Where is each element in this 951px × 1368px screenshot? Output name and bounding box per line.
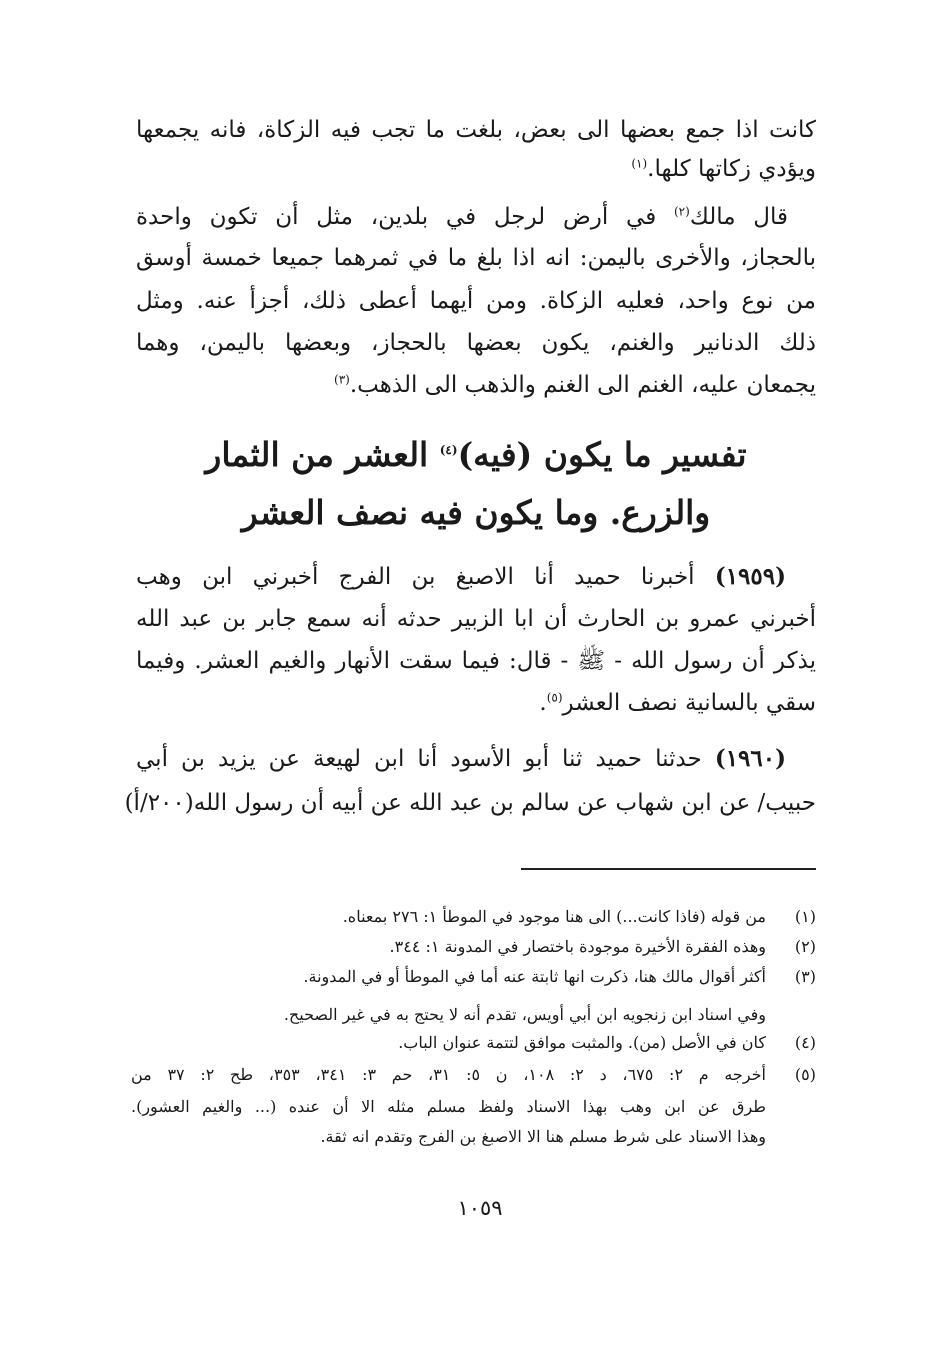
footnote-number: (١): [794, 907, 816, 926]
footnote-text: وهذه الفقرة الأخيرة موجودة باختصار في المدونة ١: ٣٤٤.: [389, 937, 766, 956]
heading-text: تفسير ما يكون (فيه): [457, 435, 747, 474]
footnote-5: [0, 1064, 951, 1086]
footnote-5-cont: [0, 1096, 951, 1118]
body-text: يجمعان عليه، الغنم الى الغنم والذهب الى الذهب.: [349, 372, 816, 398]
chapter-heading-line1: [196, 432, 756, 478]
hadith-number: (١٩٦٠): [714, 745, 787, 772]
footnote-number: (٤): [794, 1033, 816, 1052]
body-line: [136, 200, 816, 234]
hadith-1959-line: أخبرني عمرو بن الحارث أن ابا الزبير حدثه أنه سمع جابر بن عبد الله: [136, 606, 816, 632]
footnote-number: (٥): [794, 1065, 816, 1084]
footnote-text: من قوله (فاذا كانت...) الى هنا موجود في الموطأ ١: ٢٧٦ بمعناه.: [342, 907, 766, 926]
footnote-text: طرق عن ابن وهب بهذا الاسناد ولفظ مسلم مثله الا أن عنده (... والغيم العشور).: [131, 1097, 766, 1116]
body-line: بالحجاز، والأخرى باليمن: انه اذا بلغ ما في ثمرهما جميعا خمسة أوسق: [136, 245, 816, 271]
footnote-number: (٢): [794, 937, 816, 956]
hadith-1960-line: [136, 742, 816, 776]
footnote-text: أكثر أقوال مالك هنا، ذكرت انها ثابتة عنه أما في الموطأ أو في المدونة.: [303, 967, 766, 986]
chapter-heading-line2: والزرع. وما يكون فيه نصف العشر: [241, 493, 711, 532]
footnote-text: أخرجه م ٢: ٦٧٥، د ٢: ١٠٨، ن ٥: ٣١، حم ٣: ٣٤١، ٣٥٣، طح ٢: ٣٧ من: [131, 1065, 766, 1084]
hadith-1959-line: [136, 560, 816, 594]
body-line: كانت اذا جمع بعضها الى بعض، بلغت ما تجب فيه الزكاة، فانه يجمعها: [136, 117, 816, 143]
body-text: ويؤدي زكاتها كلها.: [647, 156, 816, 182]
page-number: ١٠٥٩: [457, 1196, 503, 1220]
body-line: ذلك الدنانير والغنم، يكون بعضها بالحجاز، وبعضها باليمن، وهما: [136, 330, 816, 356]
footnote-1: [0, 906, 951, 928]
body-text: سقي بالسانية نصف العشر: [562, 690, 816, 716]
body-text: قال مالك: [689, 204, 789, 230]
body-line: [136, 368, 816, 402]
footnote-number: (٣): [794, 967, 816, 986]
footnote-ref: (٢): [673, 204, 690, 219]
footnote-text: وفي اسناد ابن زنجويه ابن أبي أويس، تقدم أنه لا يحتج به في غير الصحيح.: [283, 1005, 766, 1024]
body-text: في أرض لرجل في بلدين، مثل أن تكون واحدة: [136, 204, 657, 230]
footnote-text: وهذا الاسناد على شرط مسلم هنا الا الاصبغ بن الفرج وتقدم انه ثقة.: [320, 1127, 766, 1146]
footnote-3: [0, 966, 951, 988]
body-line: [136, 152, 816, 186]
body-line: من نوع واحد، فعليه الزكاة. ومن أيهما أعطى ذلك، أجزأ عنه. ومثل: [136, 288, 816, 314]
footnote-5-cont: [0, 1126, 951, 1148]
hadith-1959-line: يذكر أن رسول الله - ﷺ - قال: فيما سقت الأنهار والغيم العشر. وفيما: [136, 648, 816, 674]
body-text: أخبرنا حميد أنا الاصبغ بن الفرج أخبرني ابن وهب: [136, 564, 695, 590]
footnote-2: [0, 936, 951, 958]
footnote-ref: (١): [631, 156, 648, 171]
hadith-1960-line: حبيب/ عن ابن شهاب عن سالم بن عبد الله عن أبيه أن رسول الله(٢٠٠/أ): [124, 790, 816, 816]
footnote-3-cont: [0, 1004, 951, 1026]
hadith-1959-line: سقي بالسانية نصف العشر$^{(٥)}$.: [539, 690, 816, 716]
footnote-ref: (٤): [439, 443, 458, 457]
footnote-ref: (٣): [334, 372, 350, 387]
heading-text: العشر من الثمار: [205, 435, 429, 474]
footnote-ref: (٥): [546, 690, 563, 705]
hadith-number: (١٩٥٩): [714, 563, 787, 590]
footnote-4: [0, 1032, 951, 1054]
footnote-separator: [521, 868, 816, 870]
body-text: حدثنا حميد ثنا أبو الأسود أنا ابن لهيعة عن يزيد بن أبي: [136, 746, 702, 772]
footnote-text: كان في الأصل (من). والمثبت موافق لتتمة عنوان الباب.: [398, 1033, 766, 1052]
